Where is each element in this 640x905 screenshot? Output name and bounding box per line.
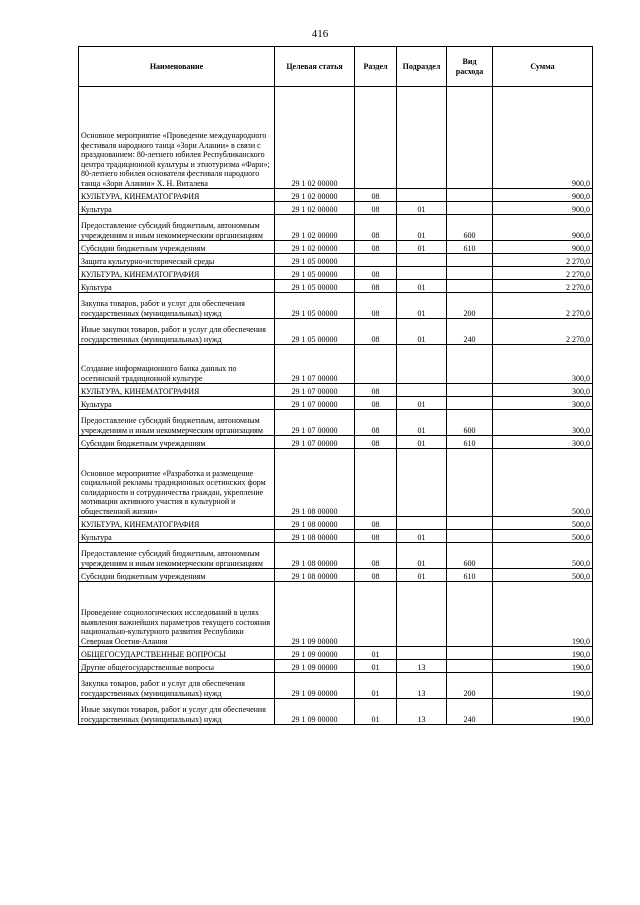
table-cell-section: 08	[355, 543, 397, 569]
table-cell-amount: 900,0	[493, 241, 593, 254]
table-cell-section: 08	[355, 202, 397, 215]
table-cell-name: Культура	[79, 530, 275, 543]
table-cell-name: Проведение социологических исследований в целях выявления важнейших параметров текущего состояния национально-культурного развития Республики Северная Осетия-Алания	[79, 582, 275, 647]
table-cell-expense-type: 600	[447, 215, 493, 241]
table-row	[79, 319, 593, 345]
header-subsection: Подраздел	[397, 47, 447, 87]
table-cell-target-article: 29 1 07 00000	[275, 384, 355, 397]
table-cell-section: 08	[355, 397, 397, 410]
table-cell-section: 08	[355, 384, 397, 397]
table-cell-target-article: 29 1 09 00000	[275, 660, 355, 673]
table-row	[79, 530, 593, 543]
table-cell-target-article: 29 1 05 00000	[275, 254, 355, 267]
table-row	[79, 241, 593, 254]
table-cell-name: Основное мероприятие «Разработка и размещение социальной рекламы традиционных осетинских форм солидарности и сотрудничества граждан, укрепление мотивации активного участия в культурной и общественной жизни»	[79, 449, 275, 517]
table-cell-expense-type	[447, 530, 493, 543]
table-cell-amount: 300,0	[493, 384, 593, 397]
table-cell-subsection: 01	[397, 202, 447, 215]
header-name: Наименование	[79, 47, 275, 87]
table-row	[79, 647, 593, 660]
table-cell-name: Предоставление субсидий бюджетным, автономным учреждениям и иным некоммерческим организациям	[79, 410, 275, 436]
table-cell-subsection: 13	[397, 673, 447, 699]
table-cell-expense-type	[447, 189, 493, 202]
table-cell-name: Защита культурно-исторической среды	[79, 254, 275, 267]
table-cell-section: 01	[355, 699, 397, 725]
table-cell-expense-type	[447, 660, 493, 673]
table-cell-name: Культура	[79, 202, 275, 215]
table-cell-amount: 190,0	[493, 582, 593, 647]
header-target-article: Целевая статья	[275, 47, 355, 87]
table-cell-subsection: 01	[397, 319, 447, 345]
table-cell-target-article: 29 1 05 00000	[275, 293, 355, 319]
table-cell-target-article: 29 1 09 00000	[275, 673, 355, 699]
table-cell-target-article: 29 1 09 00000	[275, 582, 355, 647]
table-cell-expense-type: 610	[447, 241, 493, 254]
table-cell-amount: 900,0	[493, 87, 593, 189]
table-cell-subsection: 01	[397, 569, 447, 582]
table-cell-expense-type: 610	[447, 436, 493, 449]
table-row	[79, 189, 593, 202]
table-cell-target-article: 29 1 07 00000	[275, 436, 355, 449]
table-cell-section	[355, 449, 397, 517]
table-cell-subsection	[397, 647, 447, 660]
page-number: 416	[311, 28, 329, 40]
table-cell-amount: 900,0	[493, 189, 593, 202]
table-row	[79, 569, 593, 582]
table-cell-amount: 2 270,0	[493, 254, 593, 267]
table-cell-amount: 300,0	[493, 436, 593, 449]
table-row	[79, 660, 593, 673]
table-cell-amount: 500,0	[493, 517, 593, 530]
table-cell-expense-type: 610	[447, 569, 493, 582]
table-row	[79, 517, 593, 530]
table-cell-subsection	[397, 87, 447, 189]
table-cell-subsection: 01	[397, 293, 447, 319]
table-cell-section	[355, 582, 397, 647]
table-cell-section	[355, 254, 397, 267]
table-cell-expense-type	[447, 647, 493, 660]
table-cell-section: 08	[355, 267, 397, 280]
table-cell-subsection	[397, 582, 447, 647]
table-cell-amount: 2 270,0	[493, 267, 593, 280]
table-cell-amount: 500,0	[493, 449, 593, 517]
table-cell-name: Субсидии бюджетным учреждениям	[79, 569, 275, 582]
table-cell-subsection: 01	[397, 280, 447, 293]
table-cell-section: 08	[355, 189, 397, 202]
table-cell-amount: 2 270,0	[493, 280, 593, 293]
table-cell-name: Культура	[79, 280, 275, 293]
table-cell-target-article: 29 1 02 00000	[275, 215, 355, 241]
table-cell-subsection: 13	[397, 660, 447, 673]
table-row	[79, 673, 593, 699]
table-cell-section: 08	[355, 410, 397, 436]
table-cell-subsection	[397, 189, 447, 202]
table-cell-name: Предоставление субсидий бюджетным, автономным учреждениям и иным некоммерческим организациям	[79, 543, 275, 569]
table-cell-section: 01	[355, 673, 397, 699]
table-cell-amount: 190,0	[493, 699, 593, 725]
table-row	[79, 254, 593, 267]
table-row	[79, 410, 593, 436]
table-cell-amount: 190,0	[493, 660, 593, 673]
table-cell-name: Предоставление субсидий бюджетным, автономным учреждениям и иным некоммерческим организациям	[79, 215, 275, 241]
table-cell-expense-type	[447, 202, 493, 215]
table-cell-name: КУЛЬТУРА, КИНЕМАТОГРАФИЯ	[79, 267, 275, 280]
table-row	[79, 293, 593, 319]
table-cell-section: 08	[355, 517, 397, 530]
table-cell-target-article: 29 1 05 00000	[275, 319, 355, 345]
table-row	[79, 384, 593, 397]
table-cell-amount: 300,0	[493, 410, 593, 436]
table-cell-expense-type	[447, 254, 493, 267]
table-cell-subsection: 01	[397, 410, 447, 436]
table-cell-section: 08	[355, 280, 397, 293]
budget-table	[78, 46, 593, 725]
table-cell-section: 08	[355, 530, 397, 543]
table-cell-amount: 190,0	[493, 673, 593, 699]
table-cell-target-article: 29 1 09 00000	[275, 699, 355, 725]
table-cell-subsection	[397, 254, 447, 267]
table-cell-name: Субсидии бюджетным учреждениям	[79, 241, 275, 254]
header-amount: Сумма	[493, 47, 593, 87]
table-cell-amount: 500,0	[493, 530, 593, 543]
table-cell-expense-type: 600	[447, 543, 493, 569]
table-row	[79, 267, 593, 280]
table-cell-target-article: 29 1 02 00000	[275, 189, 355, 202]
table-cell-name: КУЛЬТУРА, КИНЕМАТОГРАФИЯ	[79, 384, 275, 397]
table-cell-name: Создание информационного банка данных по осетинской традиционной культуре	[79, 345, 275, 384]
table-cell-section: 08	[355, 241, 397, 254]
table-cell-name: КУЛЬТУРА, КИНЕМАТОГРАФИЯ	[79, 189, 275, 202]
table-row	[79, 87, 593, 189]
table-cell-target-article: 29 1 07 00000	[275, 397, 355, 410]
table-cell-name: Закупка товаров, работ и услуг для обеспечения государственных (муниципальных) нужд	[79, 293, 275, 319]
table-cell-section: 01	[355, 647, 397, 660]
table-cell-subsection: 01	[397, 397, 447, 410]
table-cell-section: 08	[355, 215, 397, 241]
table-cell-expense-type: 600	[447, 410, 493, 436]
table-cell-name: Субсидии бюджетным учреждениям	[79, 436, 275, 449]
table-cell-target-article: 29 1 08 00000	[275, 530, 355, 543]
table-cell-section	[355, 345, 397, 384]
table-cell-name: Иные закупки товаров, работ и услуг для обеспечения государственных (муниципальных) нужд	[79, 699, 275, 725]
table-row	[79, 397, 593, 410]
table-row	[79, 202, 593, 215]
table-cell-amount: 2 270,0	[493, 293, 593, 319]
table-cell-name: КУЛЬТУРА, КИНЕМАТОГРАФИЯ	[79, 517, 275, 530]
table-cell-target-article: 29 1 09 00000	[275, 647, 355, 660]
table-row	[79, 449, 593, 517]
table-cell-expense-type	[447, 345, 493, 384]
table-cell-target-article: 29 1 08 00000	[275, 449, 355, 517]
table-cell-section: 08	[355, 436, 397, 449]
table-cell-name: Закупка товаров, работ и услуг для обеспечения государственных (муниципальных) нужд	[79, 673, 275, 699]
table-cell-subsection	[397, 517, 447, 530]
table-cell-amount: 500,0	[493, 543, 593, 569]
table-cell-expense-type	[447, 87, 493, 189]
table-cell-amount: 2 270,0	[493, 319, 593, 345]
table-cell-expense-type: 240	[447, 319, 493, 345]
table-row	[79, 280, 593, 293]
table-cell-name: ОБЩЕГОСУДАРСТВЕННЫЕ ВОПРОСЫ	[79, 647, 275, 660]
table-cell-subsection: 01	[397, 215, 447, 241]
table-cell-expense-type	[447, 384, 493, 397]
table-row	[79, 215, 593, 241]
table-cell-amount: 900,0	[493, 215, 593, 241]
table-cell-name: Культура	[79, 397, 275, 410]
table-cell-expense-type	[447, 449, 493, 517]
table-cell-subsection	[397, 345, 447, 384]
table-cell-section: 08	[355, 569, 397, 582]
table-row	[79, 345, 593, 384]
header-expense-type: Вид расхода	[447, 47, 493, 87]
table-cell-section: 01	[355, 660, 397, 673]
table-cell-subsection: 01	[397, 436, 447, 449]
table-cell-target-article: 29 1 02 00000	[275, 87, 355, 189]
table-cell-amount: 900,0	[493, 202, 593, 215]
table-cell-section	[355, 87, 397, 189]
table-cell-target-article: 29 1 07 00000	[275, 410, 355, 436]
table-cell-amount: 190,0	[493, 647, 593, 660]
table-cell-target-article: 29 1 08 00000	[275, 543, 355, 569]
table-row	[79, 436, 593, 449]
table-cell-amount: 500,0	[493, 569, 593, 582]
table-cell-target-article: 29 1 08 00000	[275, 517, 355, 530]
table-cell-expense-type	[447, 517, 493, 530]
table-cell-subsection: 01	[397, 543, 447, 569]
table-row	[79, 543, 593, 569]
table-header-row	[79, 47, 593, 87]
table-cell-target-article: 29 1 05 00000	[275, 280, 355, 293]
table-row	[79, 582, 593, 647]
table-row	[79, 699, 593, 725]
table-cell-subsection: 01	[397, 241, 447, 254]
table-cell-expense-type	[447, 582, 493, 647]
table-cell-target-article: 29 1 07 00000	[275, 345, 355, 384]
header-section: Раздел	[355, 47, 397, 87]
table-cell-expense-type	[447, 397, 493, 410]
table-cell-subsection: 01	[397, 530, 447, 543]
table-cell-expense-type: 240	[447, 699, 493, 725]
table-cell-amount: 300,0	[493, 397, 593, 410]
table-cell-target-article: 29 1 08 00000	[275, 569, 355, 582]
table-cell-target-article: 29 1 02 00000	[275, 202, 355, 215]
table-cell-target-article: 29 1 02 00000	[275, 241, 355, 254]
table-cell-section: 08	[355, 319, 397, 345]
table-cell-subsection: 13	[397, 699, 447, 725]
table-cell-name: Другие общегосударственные вопросы	[79, 660, 275, 673]
table-cell-section: 08	[355, 293, 397, 319]
table-cell-subsection	[397, 384, 447, 397]
table-cell-target-article: 29 1 05 00000	[275, 267, 355, 280]
table-cell-name: Основное мероприятие «Проведение международного фестиваля народного танца «Зори Алании» в связи с празднованием: 80-летнего юбилея Республиканского центра традиционной культуры и этнотуризма «Фарн»; 80-летнего юбилея основателя фестиваля народного танца «Зори Алании» Х. Н. Виталева	[79, 87, 275, 189]
table-cell-subsection	[397, 267, 447, 280]
table-cell-name: Иные закупки товаров, работ и услуг для обеспечения государственных (муниципальных) нужд	[79, 319, 275, 345]
table-cell-expense-type: 200	[447, 673, 493, 699]
table-cell-subsection	[397, 449, 447, 517]
table-cell-expense-type: 200	[447, 293, 493, 319]
table-cell-expense-type	[447, 280, 493, 293]
table-cell-expense-type	[447, 267, 493, 280]
table-cell-amount: 300,0	[493, 345, 593, 384]
